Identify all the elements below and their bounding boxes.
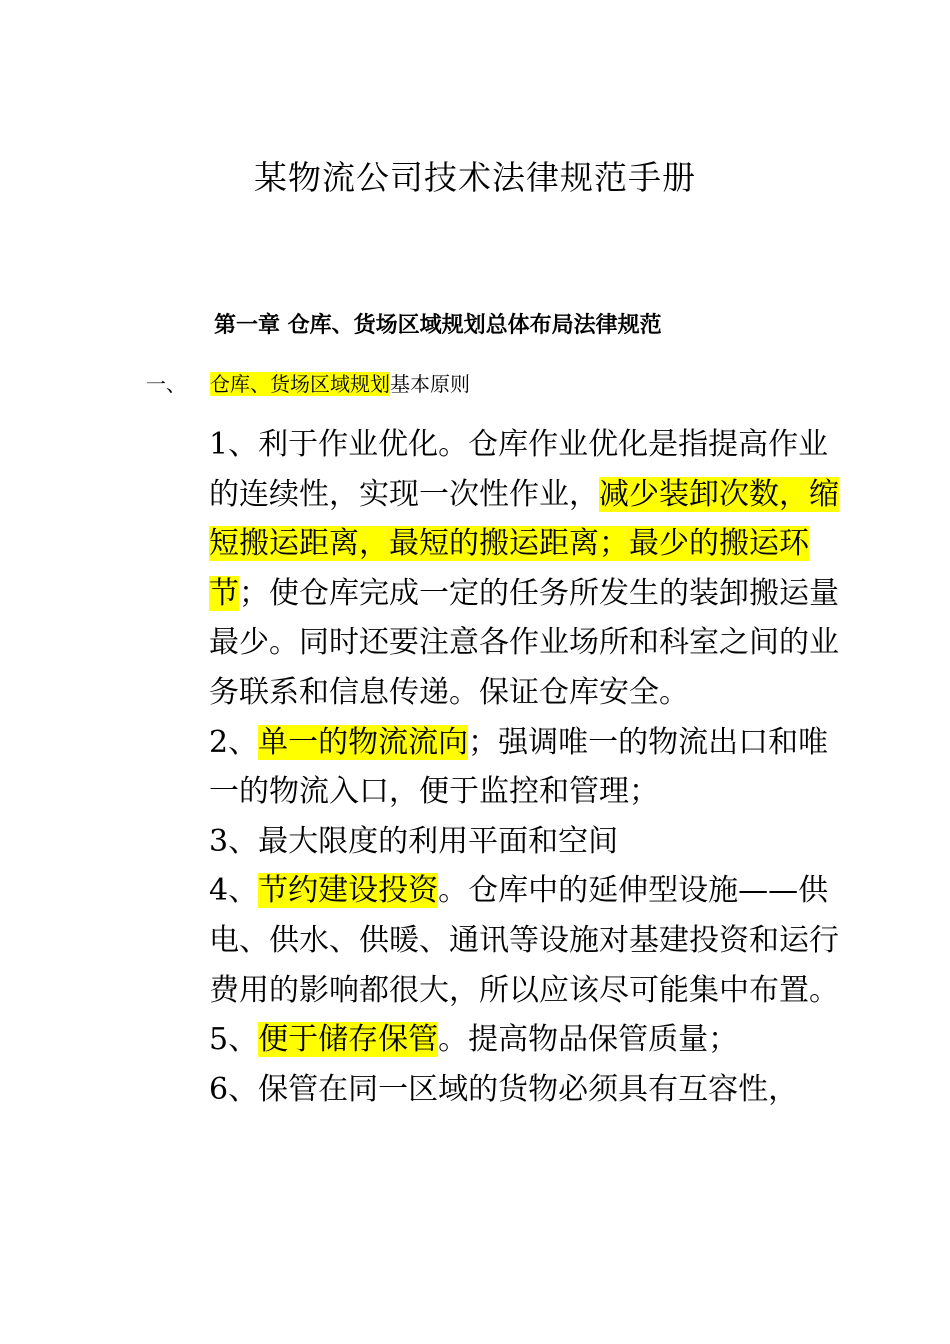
- body-text: [209, 420, 849, 1114]
- chapter-heading: 第一章 仓库、货场区域规划总体布局法律规范: [214, 312, 662, 338]
- highlighted-text: 节约建设投资: [258, 873, 439, 909]
- list-item: 5、便于储存保管。提高物品保管质量；: [209, 1022, 739, 1058]
- section-number: 一、: [146, 372, 186, 396]
- section-title-highlight: 仓库、货场区域规划: [210, 372, 390, 396]
- highlighted-text: 便于储存保管: [258, 1022, 439, 1058]
- document-title: 某物流公司技术法律规范手册: [254, 158, 696, 197]
- list-item: 2、单一的物流流向；强调唯一的物流出口和唯一的物流入口，便于监控和管理；: [209, 724, 829, 810]
- list-item: 3、最大限度的利用平面和空间: [209, 823, 619, 859]
- list-item: 4、节约建设投资。仓库中的延伸型设施——供电、供水、供暖、通讯等设施对基建投资和运行费用的影响都很大，所以应该尽可能集中布置。: [209, 873, 839, 1008]
- section-title-rest: 基本原则: [390, 372, 470, 396]
- highlighted-text: 减少装卸次数，缩短搬运距离，最短的搬运距离；最少的搬运环节: [209, 476, 839, 611]
- section-title: [210, 366, 470, 402]
- list-item: 1、利于作业优化。仓库作业优化是指提高作业的连续性，实现一次性作业，减少装卸次数，缩短搬运距离，最短的搬运距离；最少的搬运环节；使仓库完成一定的任务所发生的装卸搬运量最少。同时还要注意各作业场所和科室之间的业务联系和信息传递。保证仓库安全。: [209, 427, 839, 710]
- highlighted-text: 单一的物流流向: [258, 724, 469, 760]
- list-item: 6、保管在同一区域的货物必须具有互容性，: [209, 1071, 799, 1107]
